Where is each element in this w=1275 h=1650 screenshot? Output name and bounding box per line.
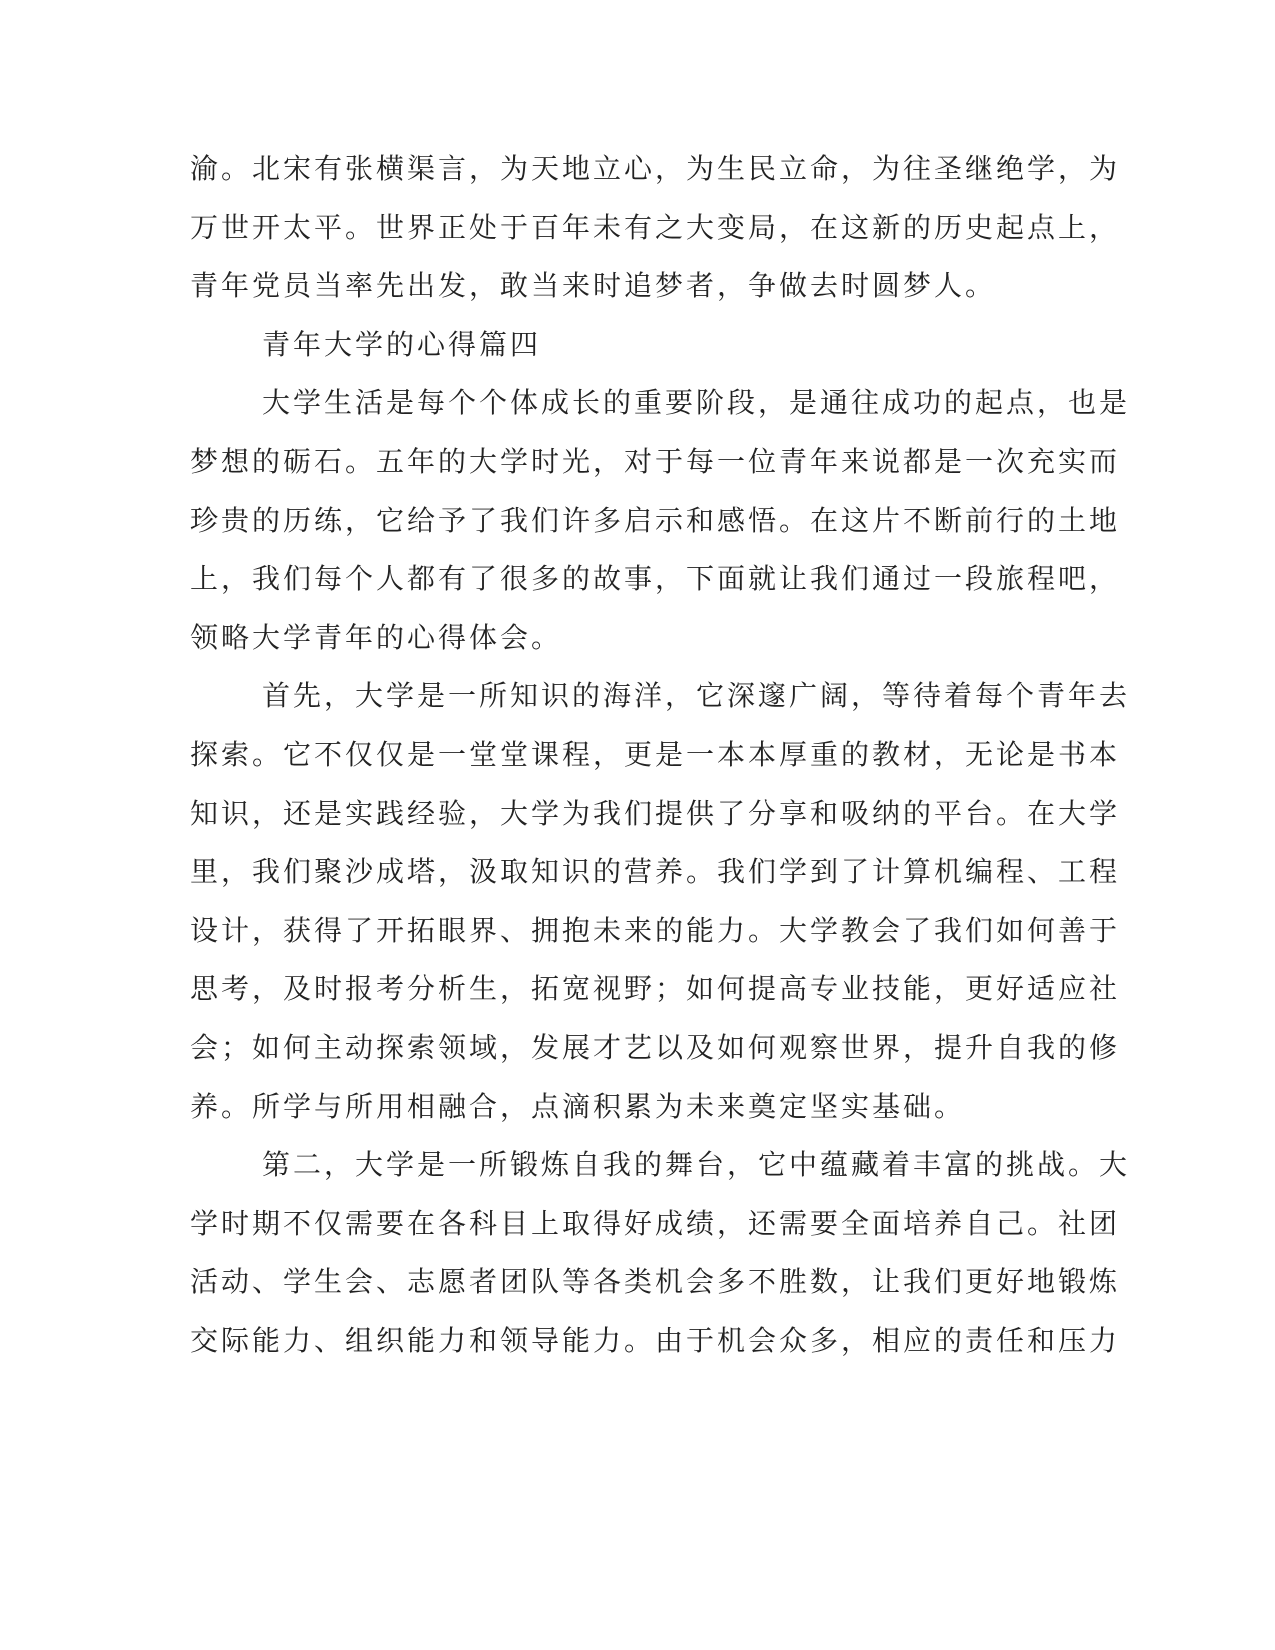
text-line: 学时期不仅需要在各科目上取得好成绩，还需要全面培养自己。社团 bbox=[190, 1206, 1121, 1240]
text-line: 珍贵的历练，它给予了我们许多启示和感悟。在这片不断前行的土地 bbox=[190, 503, 1121, 537]
text-line: 思考，及时报考分析生，拓宽视野；如何提高专业技能，更好适应社 bbox=[190, 972, 1121, 1006]
text-line: 会；如何主动探索领域，发展才艺以及如何观察世界，提升自我的修 bbox=[190, 1031, 1121, 1064]
text-line: 万世开太平。世界正处于百年未有之大变局，在这新的历史起点上， bbox=[190, 210, 1121, 244]
text-line: 养。所学与所用相融合，点滴积累为未来奠定坚实基础。 bbox=[190, 1089, 966, 1123]
text-line: 设计，获得了开拓眼界、拥抱未来的能力。大学教会了我们如何善于 bbox=[190, 913, 1121, 947]
text-line: 里，我们聚沙成塔，汲取知识的营养。我们学到了计算机编程、工程 bbox=[190, 855, 1121, 889]
text-line: 渝。北宋有张横渠言，为天地立心，为生民立命，为往圣继绝学，为 bbox=[190, 152, 1121, 185]
text-line: 首先，大学是一所知识的海洋，它深邃广阔，等待着每个青年去 bbox=[262, 679, 1131, 713]
text-line: 探索。它不仅仅是一堂堂课程，更是一本本厚重的教材，无论是书本 bbox=[190, 738, 1121, 771]
section-heading: 青年大学的心得篇四 bbox=[262, 327, 542, 361]
text-line: 上，我们每个人都有了很多的故事，下面就让我们通过一段旅程吧， bbox=[190, 562, 1121, 596]
text-line: 领略大学青年的心得体会。 bbox=[190, 620, 563, 654]
text-line: 梦想的砺石。五年的大学时光，对于每一位青年来说都是一次充实而 bbox=[190, 445, 1121, 478]
text-line: 第二，大学是一所锻炼自我的舞台，它中蕴藏着丰富的挑战。大 bbox=[262, 1148, 1131, 1182]
text-line: 交际能力、组织能力和领导能力。由于机会众多，相应的责任和压力 bbox=[190, 1324, 1121, 1357]
text-line: 知识，还是实践经验，大学为我们提供了分享和吸纳的平台。在大学 bbox=[190, 796, 1121, 830]
text-line: 活动、学生会、志愿者团队等各类机会多不胜数，让我们更好地锻炼 bbox=[190, 1265, 1121, 1299]
text-line: 大学生活是每个个体成长的重要阶段，是通往成功的起点，也是 bbox=[262, 386, 1131, 420]
text-line: 青年党员当率先出发，敢当来时追梦者，争做去时圆梦人。 bbox=[190, 269, 997, 303]
